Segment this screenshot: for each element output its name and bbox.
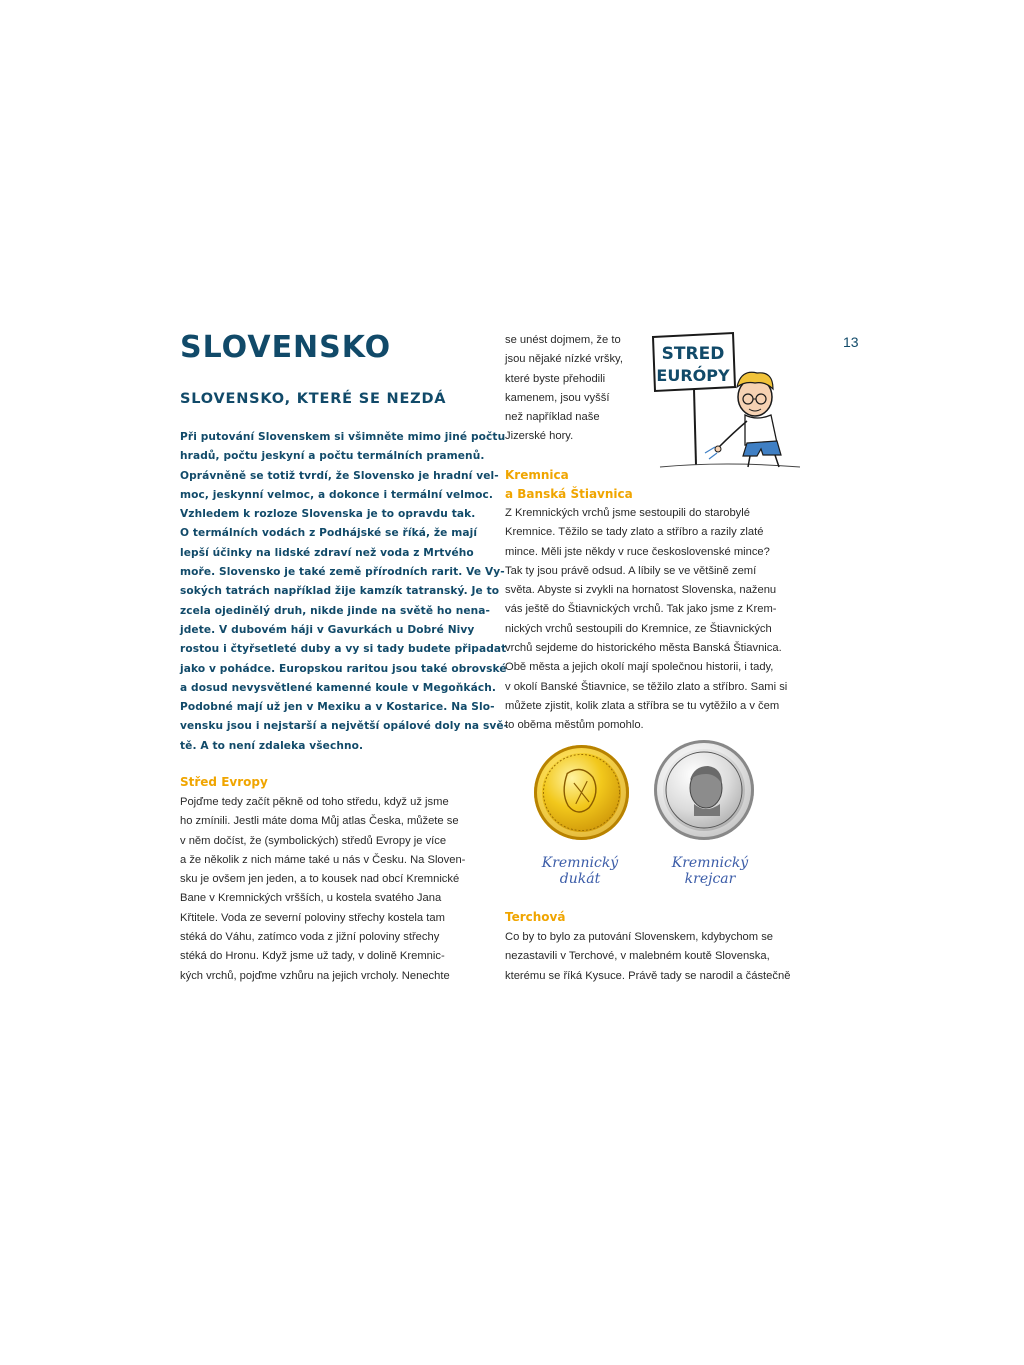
text-line: sku je ovšem jen jeden, a to kousek nad obcí Kremnické — [180, 873, 460, 886]
text-line: Bane v Kremnických vršších, u kostela svatého Jana — [180, 892, 442, 905]
text-line: rostou i čtyřsetleté duby a vy si tady budete připadat — [180, 643, 507, 656]
text-line: a dosud nevysvětlené kamenné koule v Megoňkách. — [180, 681, 496, 694]
text-line: Tak ty jsou právě odsud. A líbily se ve většině zemí — [505, 564, 757, 577]
text-line: Oprávněně se totiž tvrdí, že Slovensko je hradní vel- — [180, 469, 499, 482]
text-line: jako v pohádce. Europskou raritou jsou také obrovské — [180, 662, 507, 675]
text-line: a že několik z nich máme také u nás v Česku. Na Sloven- — [180, 853, 466, 866]
silver-coin-detail — [654, 740, 754, 840]
text-line: kterému se říká Kysuce. Právě tady se narodil a částečně — [505, 969, 791, 982]
sign-text-line1: STRED — [661, 344, 725, 364]
text-line: Obě města a jejich okolí mají společnou historii, i tady, — [505, 661, 774, 674]
text-line: než například naše — [505, 411, 600, 424]
text-line: se unést dojmem, že to — [505, 334, 621, 346]
page-number: 13 — [843, 334, 859, 350]
text-line: vrchů sejdeme do historického města Banská Štiavnica. — [505, 642, 782, 655]
text-line: moc, jeskynní velmoc, a dokonce i termální velmoc. — [180, 488, 494, 501]
page-subtitle: SLOVENSKO, KTERÉ SE NEZDÁ — [180, 391, 447, 407]
text-line: můžete zjistit, kolik zlata a stříbra se tu vytěžilo a v čem — [505, 699, 780, 712]
text-line: světa. Abyste si zvykli na hornatost Slovenska, naženu — [505, 584, 777, 597]
heading-line: a Banská Štiavnica — [505, 487, 633, 501]
cartoon-boy-with-sign — [645, 325, 810, 475]
text-line: sokých tatrách například žije kamzík tatranský. Je to — [180, 585, 500, 598]
text-line: kých vrchů, pojďme vzhůru na jejich vrcholy. Nenechte — [180, 969, 450, 982]
text-line: jsou nějaké nízké vršky, — [505, 353, 623, 366]
text-line: hradů, počtu jeskyní a počtu termálních pramenů. — [180, 450, 485, 463]
section-body-terchova — [505, 928, 805, 986]
text-line: tě. A to není zdaleka všechno. — [180, 739, 364, 752]
silver-coin-caption — [660, 855, 760, 887]
text-line: Z Kremnických vrchů jsme sestoupili do starobylé — [505, 507, 750, 519]
page-title: SLOVENSKO — [180, 330, 392, 365]
section-heading-stred-evropy: Střed Evropy — [180, 775, 268, 789]
text-line: Pojďme tedy začít pěkně od toho středu, když už jsme — [180, 796, 449, 808]
text-line: lepší účinky na lidské zdraví než voda z Mrtvého — [180, 546, 474, 559]
heading-line: Kremnica — [505, 468, 569, 482]
text-line: to oběma městům pomohlo. — [505, 719, 644, 732]
text-line: ho zmínili. Jestli máte doma Můj atlas Česka, můžete se — [180, 815, 459, 828]
text-line: moře. Slovensko je také země přírodních rarit. Ve Vy- — [180, 566, 505, 579]
gold-coin-caption — [530, 855, 630, 887]
text-line: nických vrchů sestoupili do Kremnice, ze Štiavnických — [505, 622, 772, 635]
text-line: v něm dočíst, že (symbolických) středů Evropy je více — [180, 834, 447, 847]
sign-text-line2: EURÓPY — [656, 366, 730, 385]
text-line: Křtitele. Voda ze severní poloviny střechy kostela tam — [180, 911, 445, 924]
section-body-stred-evropy — [180, 793, 480, 986]
text-line: které byste přehodili — [505, 372, 606, 385]
text-line: Jizerské hory. — [505, 430, 574, 443]
text-line: mince. Měli jste někdy v ruce československé mince? — [505, 545, 770, 558]
text-line: Co by to bylo za putování Slovenskem, kdybychom se — [505, 931, 774, 943]
text-line: kamenem, jsou vyšší — [505, 391, 610, 404]
intro-paragraph — [180, 428, 509, 756]
silver-kreuzer-coin-image — [654, 740, 754, 840]
text-line: Vzhledem k rozloze Slovenska je to opravdu tak. — [180, 508, 476, 521]
continuation-paragraph — [505, 331, 645, 447]
gold-ducat-coin-image — [534, 745, 629, 840]
caption-line: dukát — [559, 871, 601, 887]
text-line: stéká do Váhu, zatímco voda z jižní poloviny střechy — [180, 931, 440, 944]
text-line: jdete. V dubovém háji v Gavurkách u Dobré Nivy — [180, 623, 475, 636]
text-line: O termálních vodách z Podhájské se říká, že mají — [180, 527, 478, 540]
text-line: vensku jsou i nejstarší a největší opálové doly na svě- — [180, 720, 509, 733]
caption-line: krejcar — [684, 871, 736, 887]
text-line: stéká do Hronu. Když jsme už tady, v dolině Kremnic- — [180, 950, 445, 963]
gold-coin-detail — [534, 745, 629, 840]
section-body-kremnica — [505, 504, 805, 736]
text-line: vás ještě do Štiavnických vrchů. Tak jako jsme z Krem- — [505, 603, 777, 616]
text-line: v okolí Banské Štiavnice, se těžilo zlato a stříbro. Sami si — [505, 680, 788, 693]
text-line: nezastavili v Terchové, v malebném koutě Slovenska, — [505, 950, 770, 963]
cartoon-illustration — [645, 325, 810, 475]
text-line: Podobné mají už jen v Mexiku a v Kostarice. Na Slo- — [180, 701, 495, 714]
text-line: zcela ojedinělý druh, nikde jinde na světě ho nena- — [180, 604, 491, 617]
text-line: Při putování Slovenskem si všimněte mimo jiné počtu — [180, 431, 506, 443]
section-heading-kremnica — [505, 466, 633, 504]
caption-line: Kremnický — [541, 855, 619, 871]
text-line: Kremnice. Těžilo se tady zlato a stříbro a razily zlaté — [505, 526, 764, 539]
caption-line: Kremnický — [671, 855, 749, 871]
section-heading-terchova: Terchová — [505, 910, 566, 924]
